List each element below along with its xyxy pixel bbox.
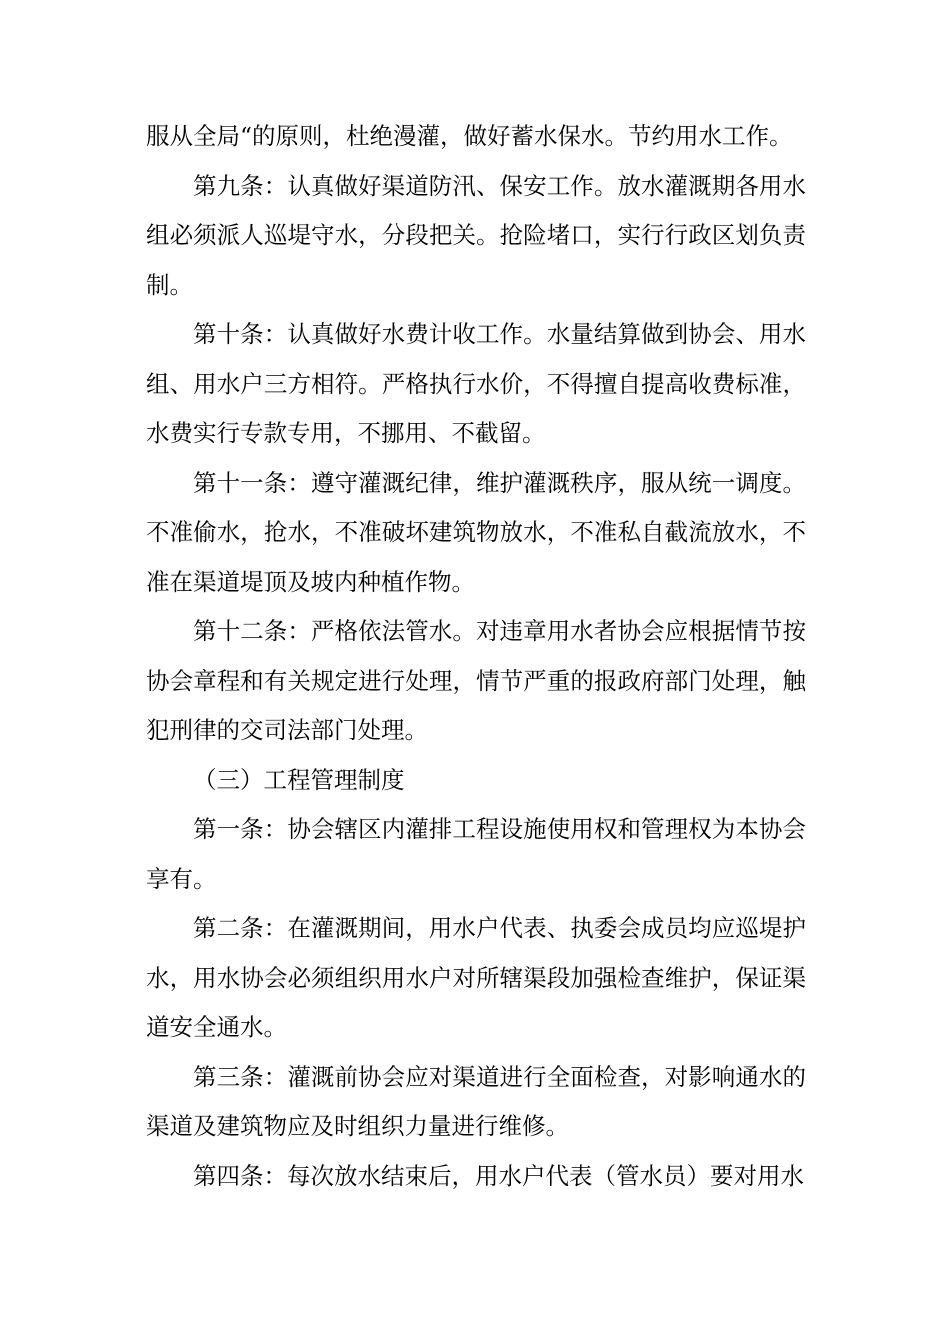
paragraph-article-9: 第九条：认真做好渠道防汛、保安工作。放水灌溉期各用水组必须派人巡堤守水，分段把关。抢险堵口，实行行政区划负责制。 <box>146 171 806 299</box>
section-heading: （三）工程管理制度 <box>193 765 405 794</box>
paragraph-continuation: 服从全局“的原则，杜绝漫灌，做好蓄水保水。节约用水工作。 <box>146 122 793 150</box>
paragraph-article-10: 第十条：认真做好水费计收工作。水量结算做到协会、用水组、用水户三方相符。严格执行水价，不得擅自提高收费标准，水费实行专款专用，不挪用、不截留。 <box>146 320 806 447</box>
paragraph-article-1: 第一条：协会辖区内灌排工程设施使用权和管理权为本协会享有。 <box>146 815 806 893</box>
document-body <box>146 112 806 1201</box>
paragraph-article-12: 第十二条：严格依法管水。对违章用水者协会应根据情节按协会章程和有关规定进行处理，情节严重的报政府部门处理，触犯刑律的交司法部门处理。 <box>146 617 806 744</box>
paragraph-article-4: 第四条：每次放水结束后，用水户代表（管水员）要对用水 <box>193 1161 804 1190</box>
paragraph-article-2: 第二条：在灌溉期间，用水户代表、执委会成员均应巡堤护水，用水协会必须组织用水户对所辖渠段加强检查维护，保证渠道安全通水。 <box>146 914 806 1041</box>
paragraph-article-11: 第十一条：遵守灌溉纪律，维护灌溉秩序，服从统一调度。不准偷水，抢水，不准破坏建筑物放水，不准私自截流放水，不准在渠道堤顶及坡内种植作物。 <box>146 468 806 596</box>
paragraph-article-3: 第三条：灌溉前协会应对渠道进行全面检查，对影响通水的渠道及建筑物应及时组织力量进行维修。 <box>146 1062 806 1140</box>
